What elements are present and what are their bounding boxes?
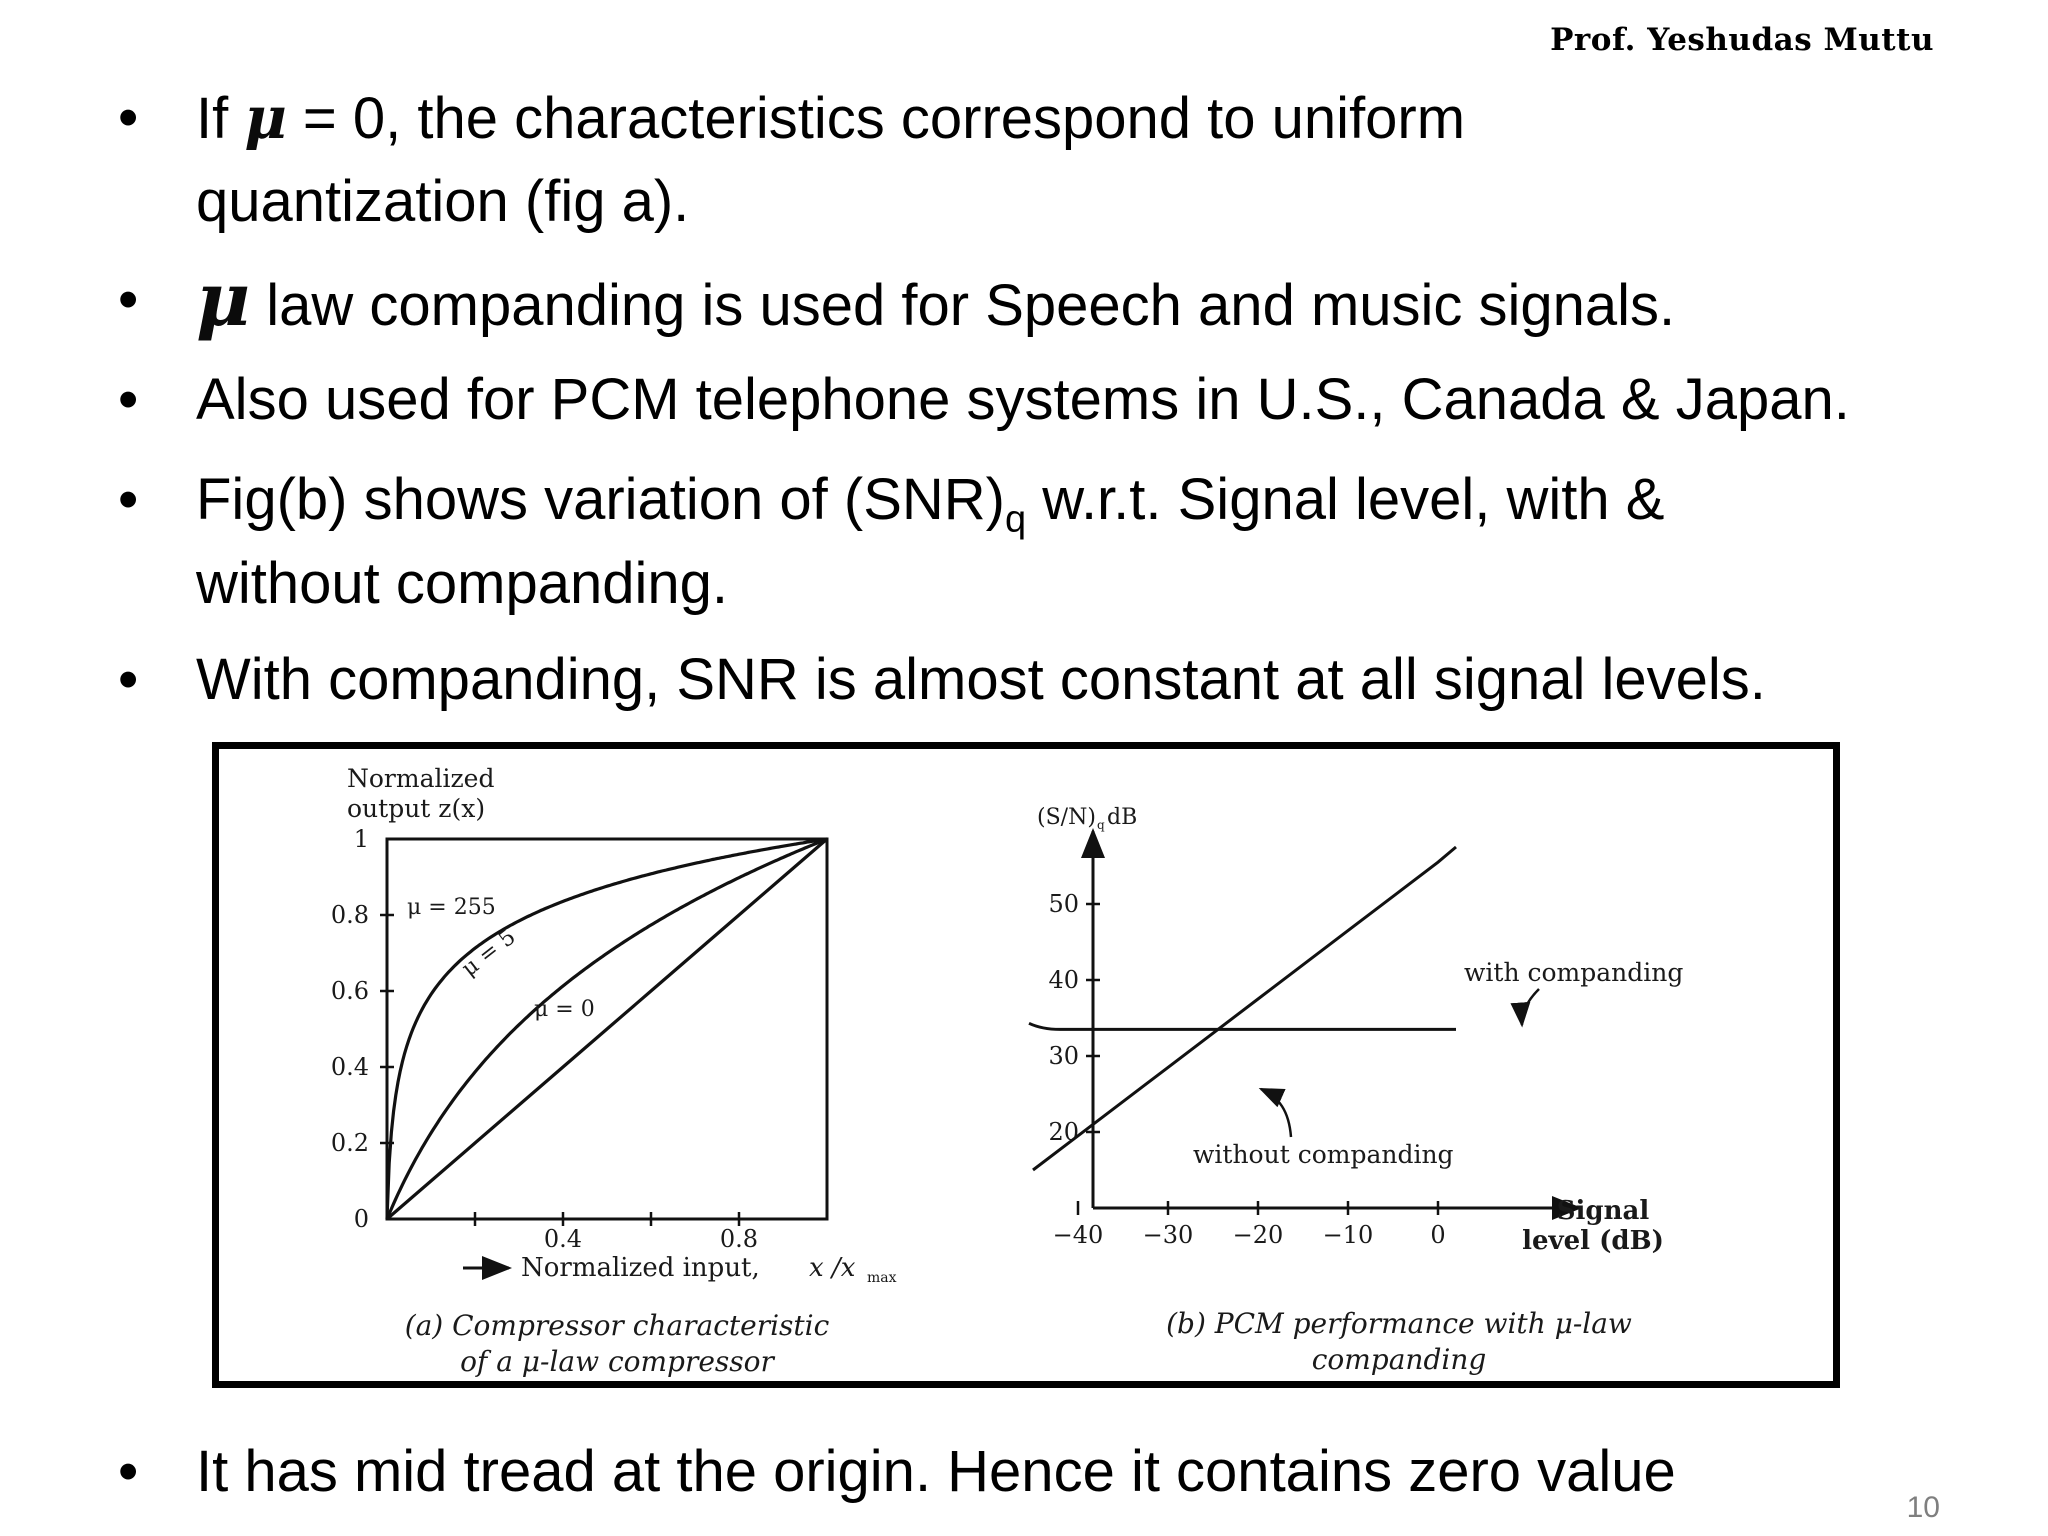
chart-b-ylabel-sub: q [1097,818,1105,832]
mu-symbol: μ [196,257,251,343]
chart-a-caption: of a μ-law compressor [460,1345,774,1378]
chart-b-ylabel-unit: dB [1107,805,1138,830]
label-without-companding: without companding [1193,1140,1454,1169]
chart-b-ytick-label: 40 [1048,966,1079,994]
subscript-q: q [1005,498,1027,541]
bullet-dot: • [118,85,139,150]
curve-label-mu-255: μ = 255 [407,895,496,920]
chart-b-xtick-label: −30 [1142,1221,1194,1249]
bullet-dot: • [118,367,139,432]
bullet-dot: • [118,647,139,712]
chart-b-xlabel: Signal [1556,1196,1650,1226]
bullet-dot: • [118,267,139,332]
chart-b-ytick-label: 20 [1048,1118,1079,1146]
bullet-text: w.r.t. Signal level, with & [1026,467,1665,532]
chart-a-yticks [331,825,394,1233]
bullet-dot: • [118,1439,139,1504]
bullet-text: quantization (fig a). [196,169,690,234]
chart-b-xlabel: level (dB) [1522,1226,1664,1256]
bullet-text: without companding. [196,551,728,616]
bullet-text: With companding, SNR is almost constant at all signal levels. [196,647,1766,712]
chart-a-ylabel: Normalized [347,764,495,793]
bullet-dot: • [118,467,139,532]
without-companding-line [1033,847,1456,1170]
chart-a [331,764,897,1378]
mu-symbol: μ [244,84,287,152]
bullet-text: It has mid tread at the origin. Hence it contains zero value [196,1439,1676,1504]
chart-b [1029,805,1683,1376]
figure-svg [219,749,1833,1381]
page-number: 10 [1906,1491,1940,1524]
bullet-text: If [196,86,245,151]
chart-a-xtick-label: 0.8 [719,1225,759,1253]
curve-label-mu-0: μ = 0 [534,997,595,1022]
chart-b-caption: (b) PCM performance with μ-law [1166,1307,1632,1340]
chart-b-xtick-label: 0 [1430,1221,1446,1249]
chart-b-ytick-label: 50 [1048,890,1079,918]
without-companding-pointer [1261,1089,1291,1137]
author-header: Prof. Yeshudas Muttu [1550,22,1934,58]
bullet-text: Also used for PCM telephone systems in U.S., Canada & Japan. [196,367,1850,432]
label-with-companding: with companding [1464,958,1684,987]
chart-a-xtick-label: 0.4 [543,1225,583,1253]
bullet-text: Fig(b) shows variation of (SNR) [196,467,1005,532]
chart-a-ytick-label: 0 [353,1205,369,1233]
curve-label-mu-5: μ = 5 [457,924,521,982]
chart-b-xtick-label: −10 [1322,1221,1374,1249]
chart-a-ytick-label: 1 [353,825,369,853]
bullet-text: = 0, the characteristics correspond to uniform [286,86,1466,151]
chart-a-xlabel-sub: max [867,1270,897,1286]
chart-b-ytick-label: 30 [1048,1042,1079,1070]
chart-b-xtick-label: −40 [1052,1221,1104,1249]
chart-a-ylabel: output z(x) [347,794,486,823]
chart-a-ytick-label: 0.6 [330,977,369,1005]
bullet-text: law companding is used for Speech and music signals. [250,273,1676,338]
with-companding-pointer [1522,989,1539,1025]
chart-a-caption: (a) Compressor characteristic [404,1309,830,1342]
chart-a-ytick-label: 0.4 [330,1053,369,1081]
chart-b-ylabel: (S/N) [1037,805,1096,830]
chart-a-ytick-label: 0.2 [330,1129,369,1157]
companding-figure [212,742,1840,1388]
chart-a-xlabel-var: x /x [809,1253,856,1283]
chart-b-xtick-label: −20 [1232,1221,1284,1249]
chart-b-caption: companding [1311,1343,1487,1376]
chart-a-ytick-label: 0.8 [330,901,369,929]
chart-a-xlabel: Normalized input, [521,1253,760,1283]
